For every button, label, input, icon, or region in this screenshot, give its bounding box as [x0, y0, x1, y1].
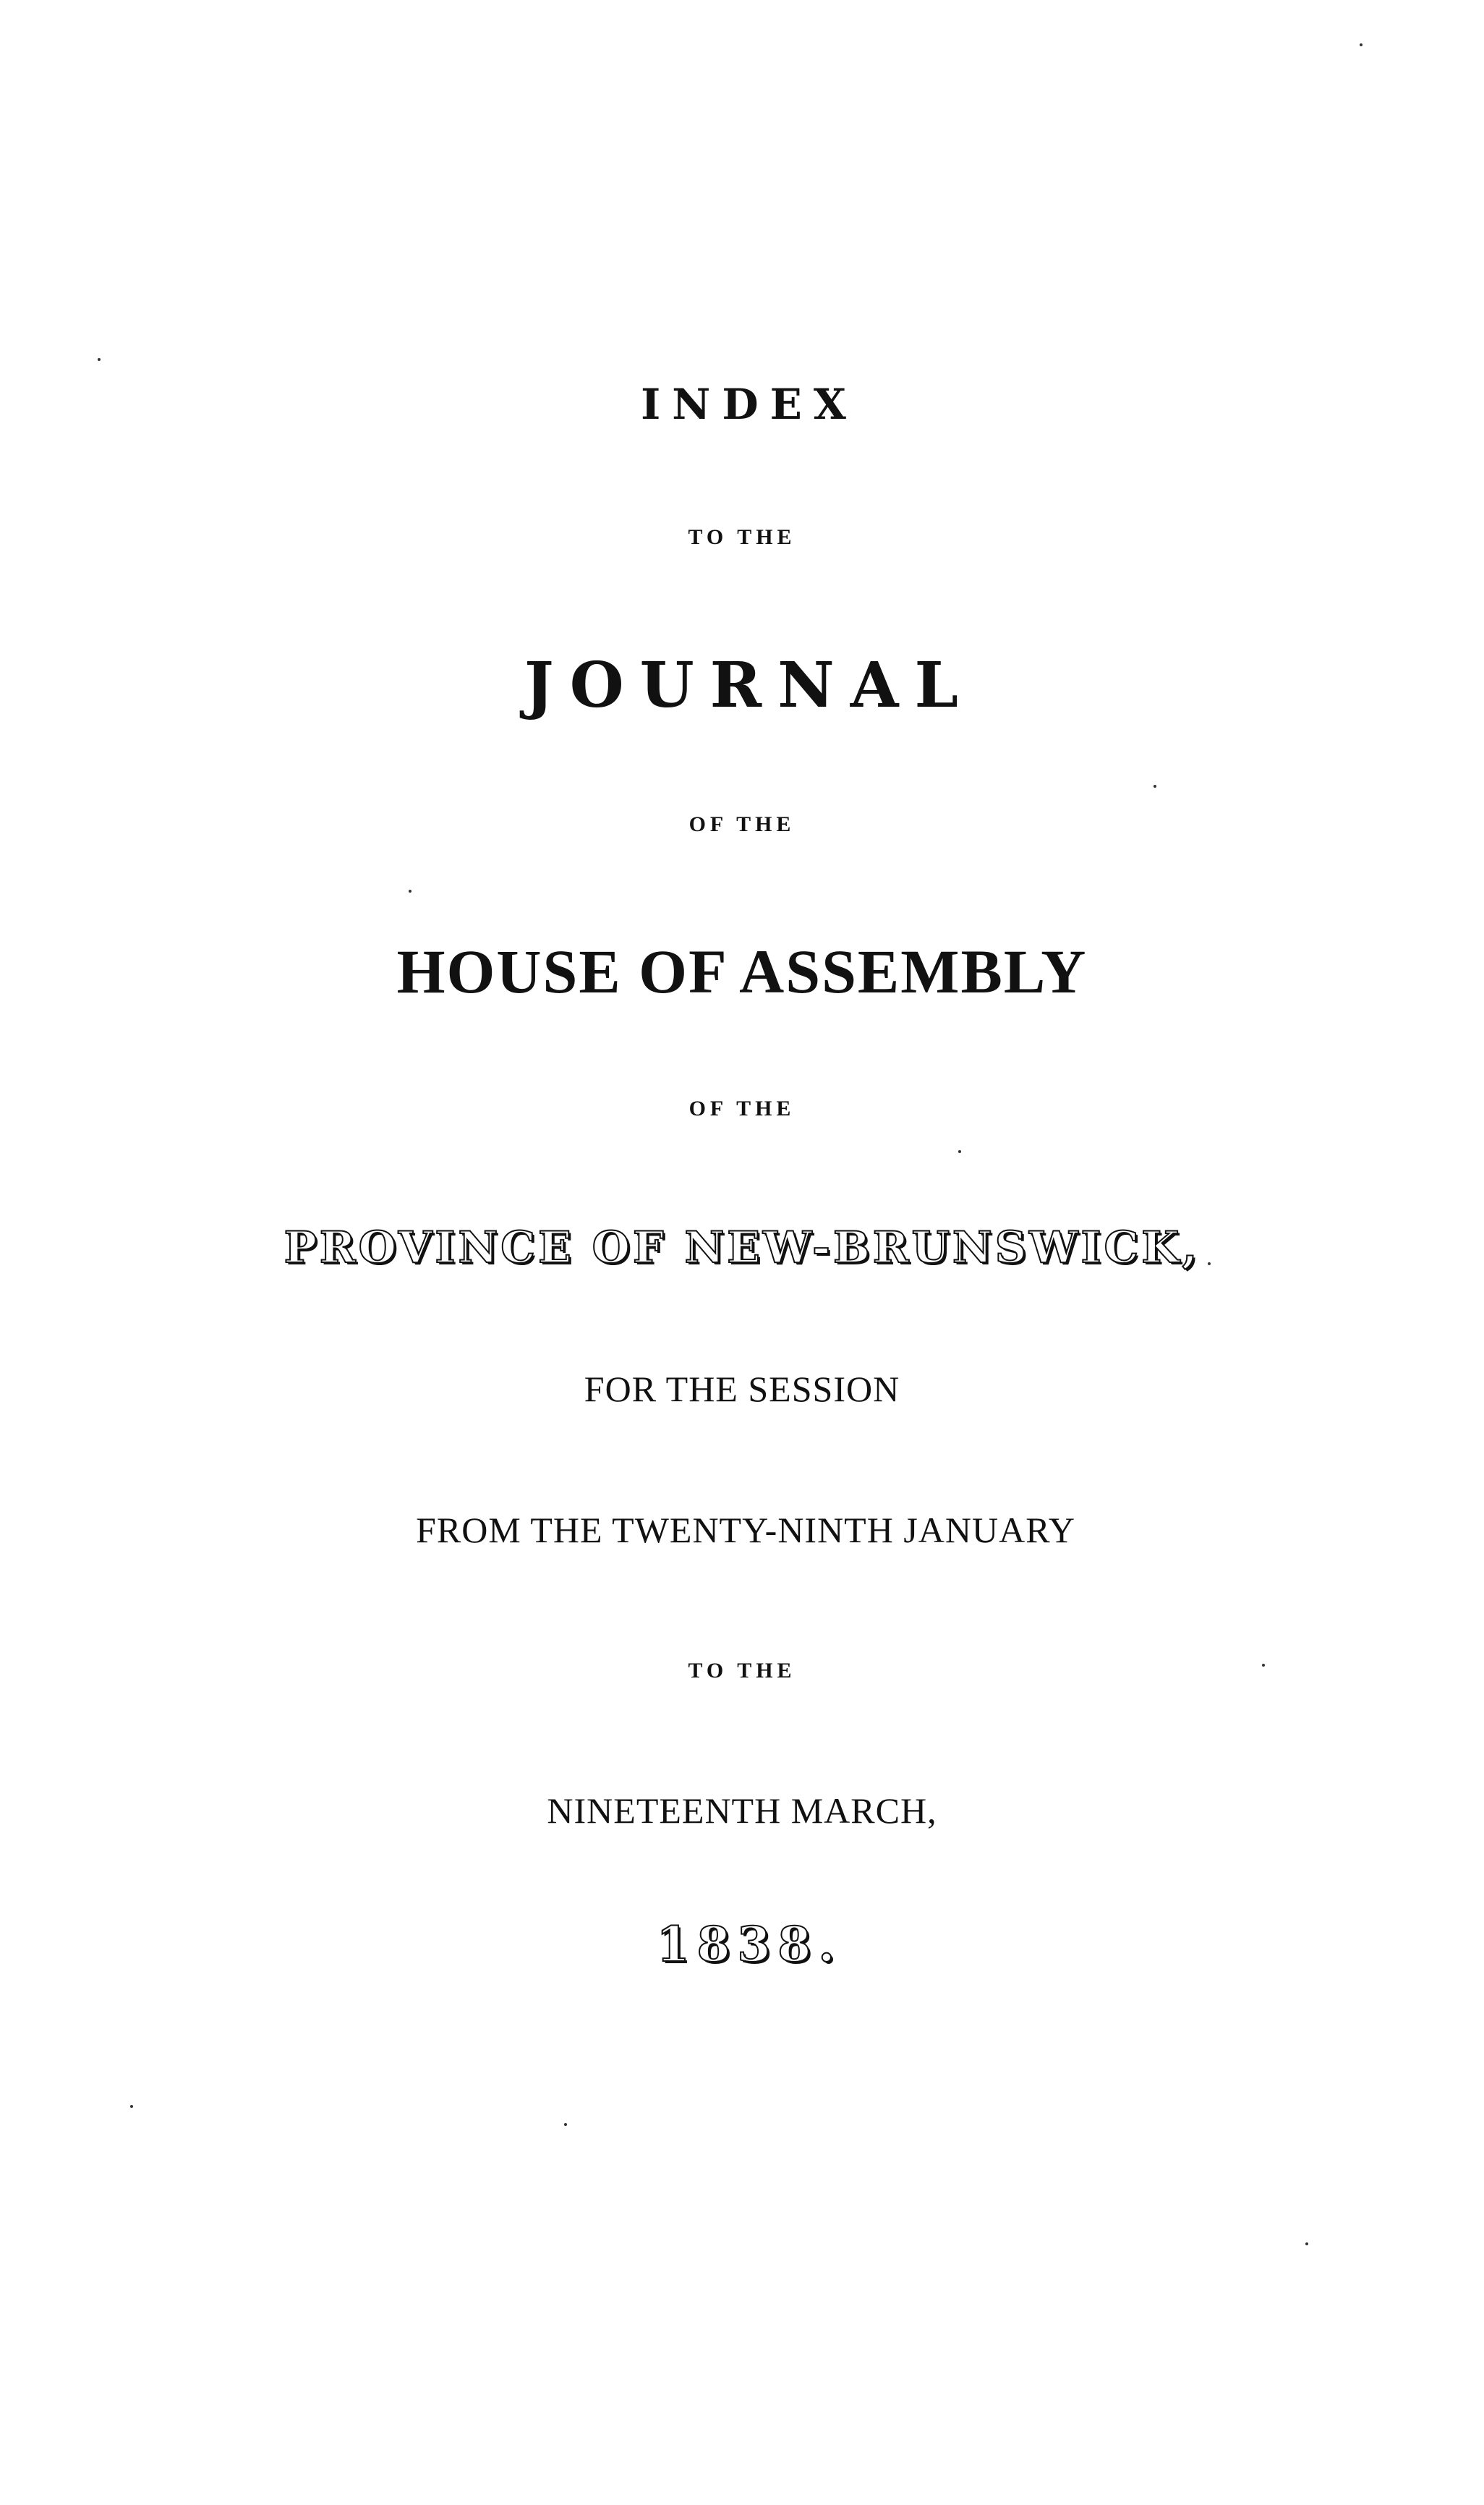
scan-speck	[958, 1150, 961, 1153]
of-the-label-2: OF THE	[688, 1097, 796, 1120]
scan-speck	[564, 2123, 567, 2126]
scan-speck	[1208, 1262, 1211, 1265]
scan-speck	[409, 890, 411, 893]
index-heading: INDEX	[641, 380, 858, 429]
province-heading: PROVINCE OF NEW-BRUNSWICK,	[283, 1222, 1201, 1273]
scan-speck	[1262, 1664, 1265, 1667]
scan-speck	[1360, 43, 1363, 46]
journal-heading: JOURNAL	[524, 649, 974, 722]
of-the-label: OF THE	[688, 812, 796, 836]
scan-speck	[1305, 2242, 1308, 2245]
to-the-label: TO THE	[688, 525, 796, 549]
scan-speck	[1153, 785, 1156, 788]
scan-speck	[98, 358, 101, 361]
house-of-assembly-heading: HOUSE OF ASSEMBLY	[396, 937, 1088, 1006]
to-the-label-2: TO THE	[688, 1659, 796, 1683]
scan-speck	[130, 2105, 133, 2108]
from-date-line: FROM THE TWENTY-NINTH JANUARY	[416, 1510, 1075, 1550]
year-line: 1838.	[656, 1916, 843, 1973]
to-date-line: NINETEENTH MARCH,	[547, 1790, 937, 1831]
session-line: FOR THE SESSION	[584, 1369, 900, 1409]
